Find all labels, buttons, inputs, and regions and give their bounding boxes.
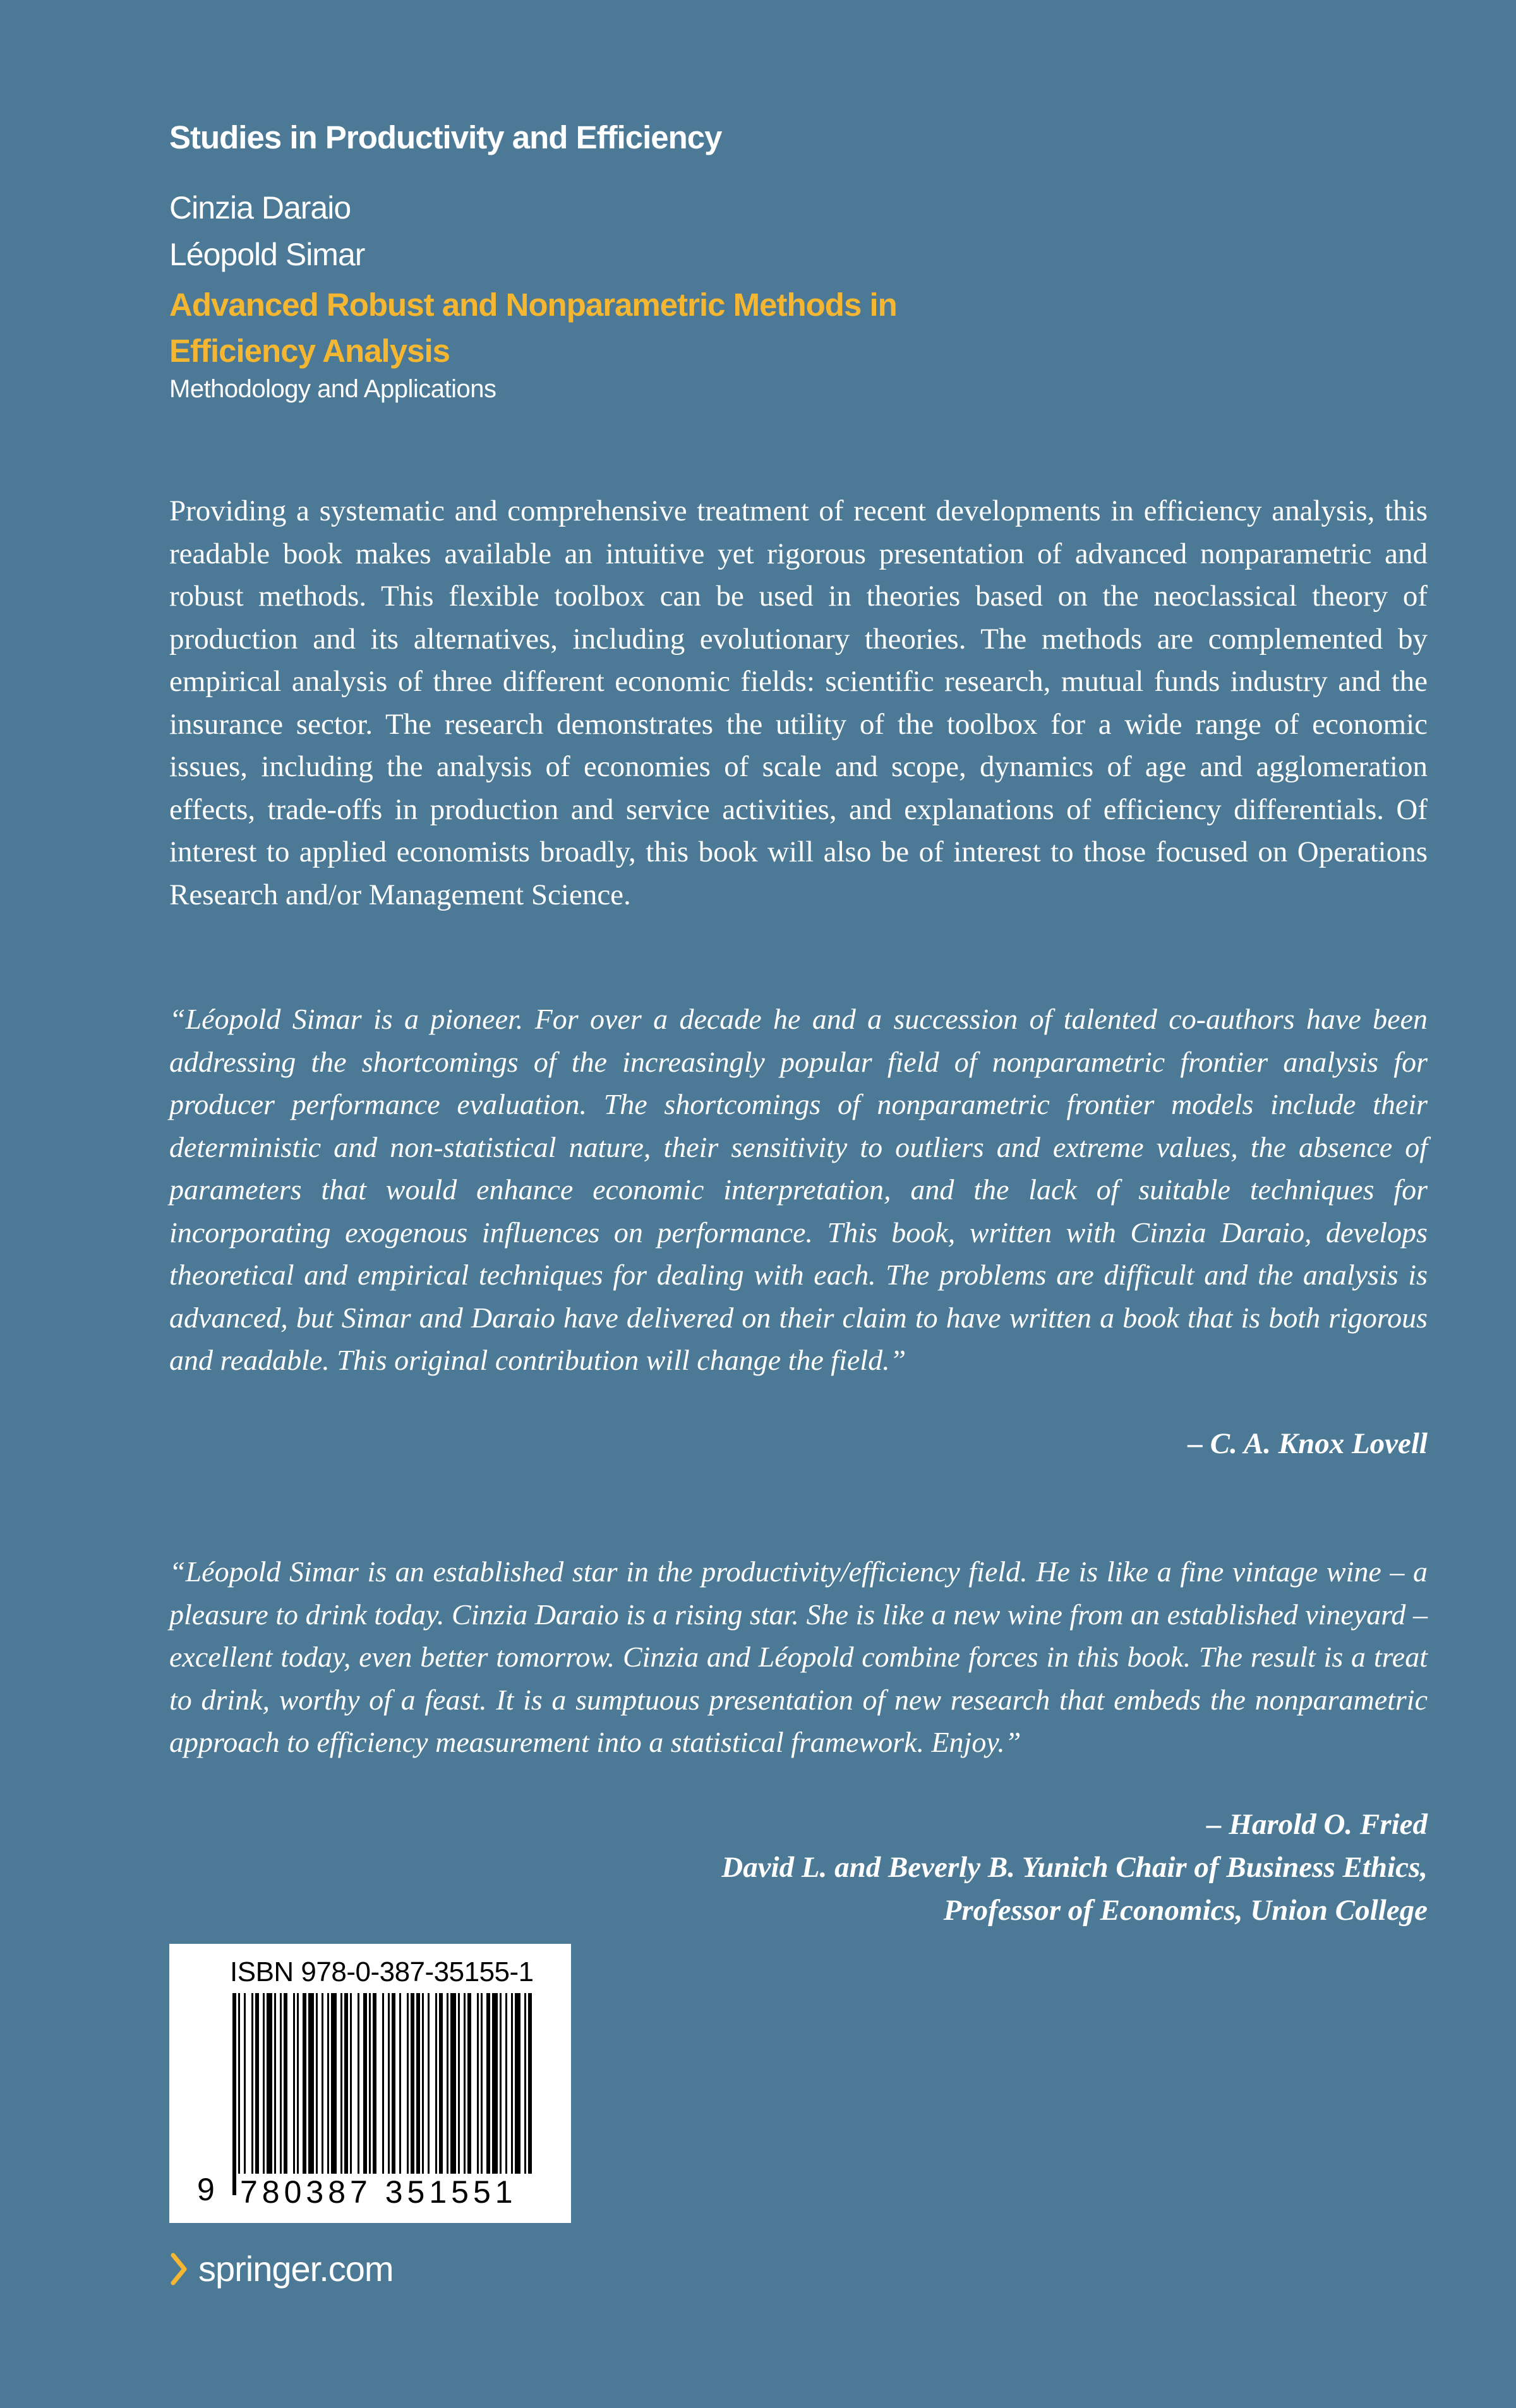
author-1: Cinzia Daraio xyxy=(169,190,351,225)
barcode-bar xyxy=(363,1993,367,2195)
barcode-bar xyxy=(388,1993,390,2195)
barcode-bar xyxy=(477,1993,479,2195)
barcode-bar xyxy=(255,1993,259,2195)
barcode-bar xyxy=(399,1993,401,2195)
barcode-bar xyxy=(358,1993,359,2195)
attribution-2-name: – Harold O. Fried xyxy=(1206,1808,1428,1841)
barcode-digits: 780387 351551 xyxy=(238,2174,539,2210)
barcode-bar xyxy=(322,1993,323,2195)
publisher-website[interactable] xyxy=(169,2248,394,2289)
barcode-bar xyxy=(492,1993,498,2195)
endorsement-quote-1: “Léopold Simar is a pioneer. For over a decade he and a succession of talented co-authors have been addressing the shortcomings of the increasingly popular field of nonparametric frontier analysis for producer performance evaluation. The shortcomings of nonparametric frontier models include their deterministic and non-statistical nature, their sensitivity to outliers and extreme values, the absence of parameters that would enhance economic interpretation, and the lack of suitable techniques for incorporating exogenous influences on performance. This book, written with Cinzia Daraio, develops theoretical and empirical techniques for dealing with each. The problems are difficult and the analysis is advanced, but Simar and Daraio have delivered on their claim to have written a book that is both rigorous and readable. This original contribution will change the field.” xyxy=(169,1003,1428,1376)
barcode-bar xyxy=(416,1993,420,2195)
barcode-bar xyxy=(344,1993,348,2195)
barcode-bar xyxy=(435,1993,437,2195)
website-label: springer.com xyxy=(198,2249,394,2289)
barcode-bar xyxy=(280,1993,282,2195)
barcode-bar xyxy=(464,1993,466,2195)
barcode-bar xyxy=(297,1993,299,2195)
barcode-bar xyxy=(486,1993,490,2195)
barcode-bar xyxy=(447,1993,448,2195)
barcode-bar xyxy=(505,1993,507,2195)
barcode-bar xyxy=(511,1993,513,2195)
barcode-bar xyxy=(524,1993,526,2195)
barcode-bar xyxy=(373,1993,376,2195)
chevron-right-icon xyxy=(169,2253,188,2285)
barcode-bar xyxy=(481,1993,483,2195)
book-title-line-2: Efficiency Analysis xyxy=(169,333,450,369)
endorsement-attribution-1: – C. A. Knox Lovell xyxy=(1188,1427,1428,1460)
barcode-bar xyxy=(293,1993,295,2195)
barcode-bar xyxy=(232,1993,236,2195)
barcode-bar xyxy=(450,1993,456,2195)
endorsement-attribution-2 xyxy=(721,1803,1428,1932)
barcode-bar xyxy=(267,1993,272,2195)
barcode-bar xyxy=(458,1993,460,2195)
series-title: Studies in Productivity and Efficiency xyxy=(169,119,722,155)
barcode-bar xyxy=(238,1993,240,2195)
barcode-bar xyxy=(284,1993,287,2195)
barcode-bar xyxy=(382,1993,384,2195)
barcode-bar xyxy=(331,1993,337,2195)
barcode-bar xyxy=(244,1993,246,2195)
barcode-bar xyxy=(316,1993,318,2195)
barcode-bar xyxy=(327,1993,329,2195)
barcode-bar xyxy=(411,1993,414,2195)
barcode-bar xyxy=(428,1993,430,2195)
attribution-2-affiliation: Professor of Economics, Union College xyxy=(943,1894,1428,1927)
barcode-bar xyxy=(422,1993,424,2195)
barcode-bar xyxy=(274,1993,276,2195)
barcode-lead-digit: 9 xyxy=(197,2172,215,2207)
endorsement-quote-2: “Léopold Simar is an established star in the productivity/efficiency field. He is like a fine vintage wine – a pleasure to drink today. Cinzia Daraio is a rising star. She is like a new wine from an established vineyard – excellent today, even better tomorrow. Cinzia and Léopold combine forces in this book. The result is a treat to drink, worthy of a feast. It is a sumptuous presentation of new research that embeds the nonparametric approach to efficiency measurement into a statistical framework. Enjoy.” xyxy=(169,1555,1428,1758)
isbn-label: ISBN 978-0-387-35155-1 xyxy=(230,1956,534,1987)
barcode-bar xyxy=(303,1993,306,2195)
barcode-bar xyxy=(369,1993,371,2195)
author-2: Léopold Simar xyxy=(169,237,365,272)
barcode-bar xyxy=(439,1993,443,2195)
book-title-line-1: Advanced Robust and Nonparametric Methods in xyxy=(169,287,897,323)
barcode-bar xyxy=(308,1993,314,2195)
barcode-bar xyxy=(263,1993,265,2195)
isbn-barcode xyxy=(169,1944,571,2223)
barcode-bar xyxy=(251,1993,253,2195)
barcode-bar xyxy=(500,1993,502,2195)
barcode-bar xyxy=(528,1993,532,2195)
barcode-bar xyxy=(467,1993,471,2195)
attribution-2-title: David L. and Beverly B. Yunich Chair of Business Ethics, xyxy=(721,1851,1428,1884)
barcode-bar xyxy=(515,1993,520,2195)
barcode-bar xyxy=(407,1993,409,2195)
book-subtitle: Methodology and Applications xyxy=(169,375,496,403)
barcode-bar xyxy=(340,1993,342,2195)
barcode-bars xyxy=(230,1993,533,2195)
barcode-bar xyxy=(392,1993,395,2195)
book-description: Providing a systematic and comprehensive treatment of recent developments in efficiency analysis, this readable book makes available an intuitive yet rigorous presentation of advanced nonparametric and robust methods. This flexible toolbox can be used in theories based on the neoclassical theory of production and its alternatives, including evolutionary theories. The methods are complemented by empirical analysis of three different economic fields: scientific research, mutual funds industry and the insurance sector. The research demonstrates the utility of the toolbox for a wide range of economic issues, including the analysis of economies of scale and scope, dynamics of age and agglomeration effects, trade-offs in production and service activities, and explanations of efficiency differentials. Of interest to applied economists broadly, this book will also be of interest to those focused on Operations Research and/or Management Science. xyxy=(169,494,1428,911)
barcode-bar xyxy=(350,1993,352,2195)
book-title xyxy=(169,282,990,374)
